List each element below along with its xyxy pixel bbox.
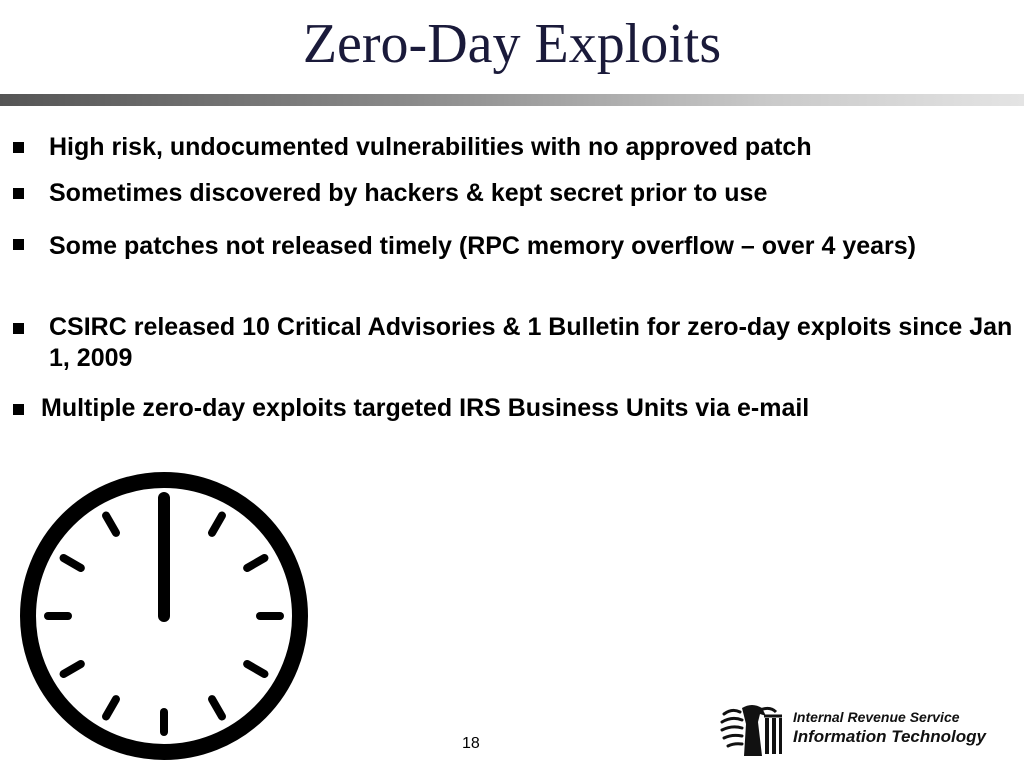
bullet-text: High risk, undocumented vulnerabilities with no approved patch — [49, 133, 812, 161]
bullet-text: Sometimes discovered by hackers & kept secret prior to use — [49, 179, 768, 207]
bullet-square-icon — [13, 142, 24, 153]
bullet-square-icon — [13, 404, 24, 415]
bullet-square-icon — [13, 188, 24, 199]
page-number: 18 — [462, 735, 480, 752]
bullet-text: Some patches not released timely (RPC memory overflow – over 4 years) — [49, 232, 917, 260]
bullet-text: CSIRC released 10 Critical Advisories & 1 Bulletin for zero-day exploits since Jan 1, 2009 — [49, 313, 1013, 372]
irs-it-logo — [718, 700, 1008, 760]
bullet-text: Multiple zero-day exploits targeted IRS Business Units via e-mail — [41, 394, 810, 422]
bullet-item — [49, 131, 1009, 163]
bullet-item — [49, 228, 979, 264]
bullet-item — [49, 177, 1009, 209]
bullet-item — [49, 312, 1017, 374]
clock-icon — [18, 470, 310, 762]
slide-title: Zero-Day Exploits — [302, 13, 722, 75]
bullet-square-icon — [13, 239, 24, 250]
irs-eagle-emblem-icon — [718, 700, 784, 760]
org-name-line2: Information Technology — [793, 727, 986, 746]
bullet-square-icon — [13, 323, 24, 334]
org-name-line1: Internal Revenue Service — [793, 709, 960, 725]
bullet-item — [41, 392, 1001, 424]
